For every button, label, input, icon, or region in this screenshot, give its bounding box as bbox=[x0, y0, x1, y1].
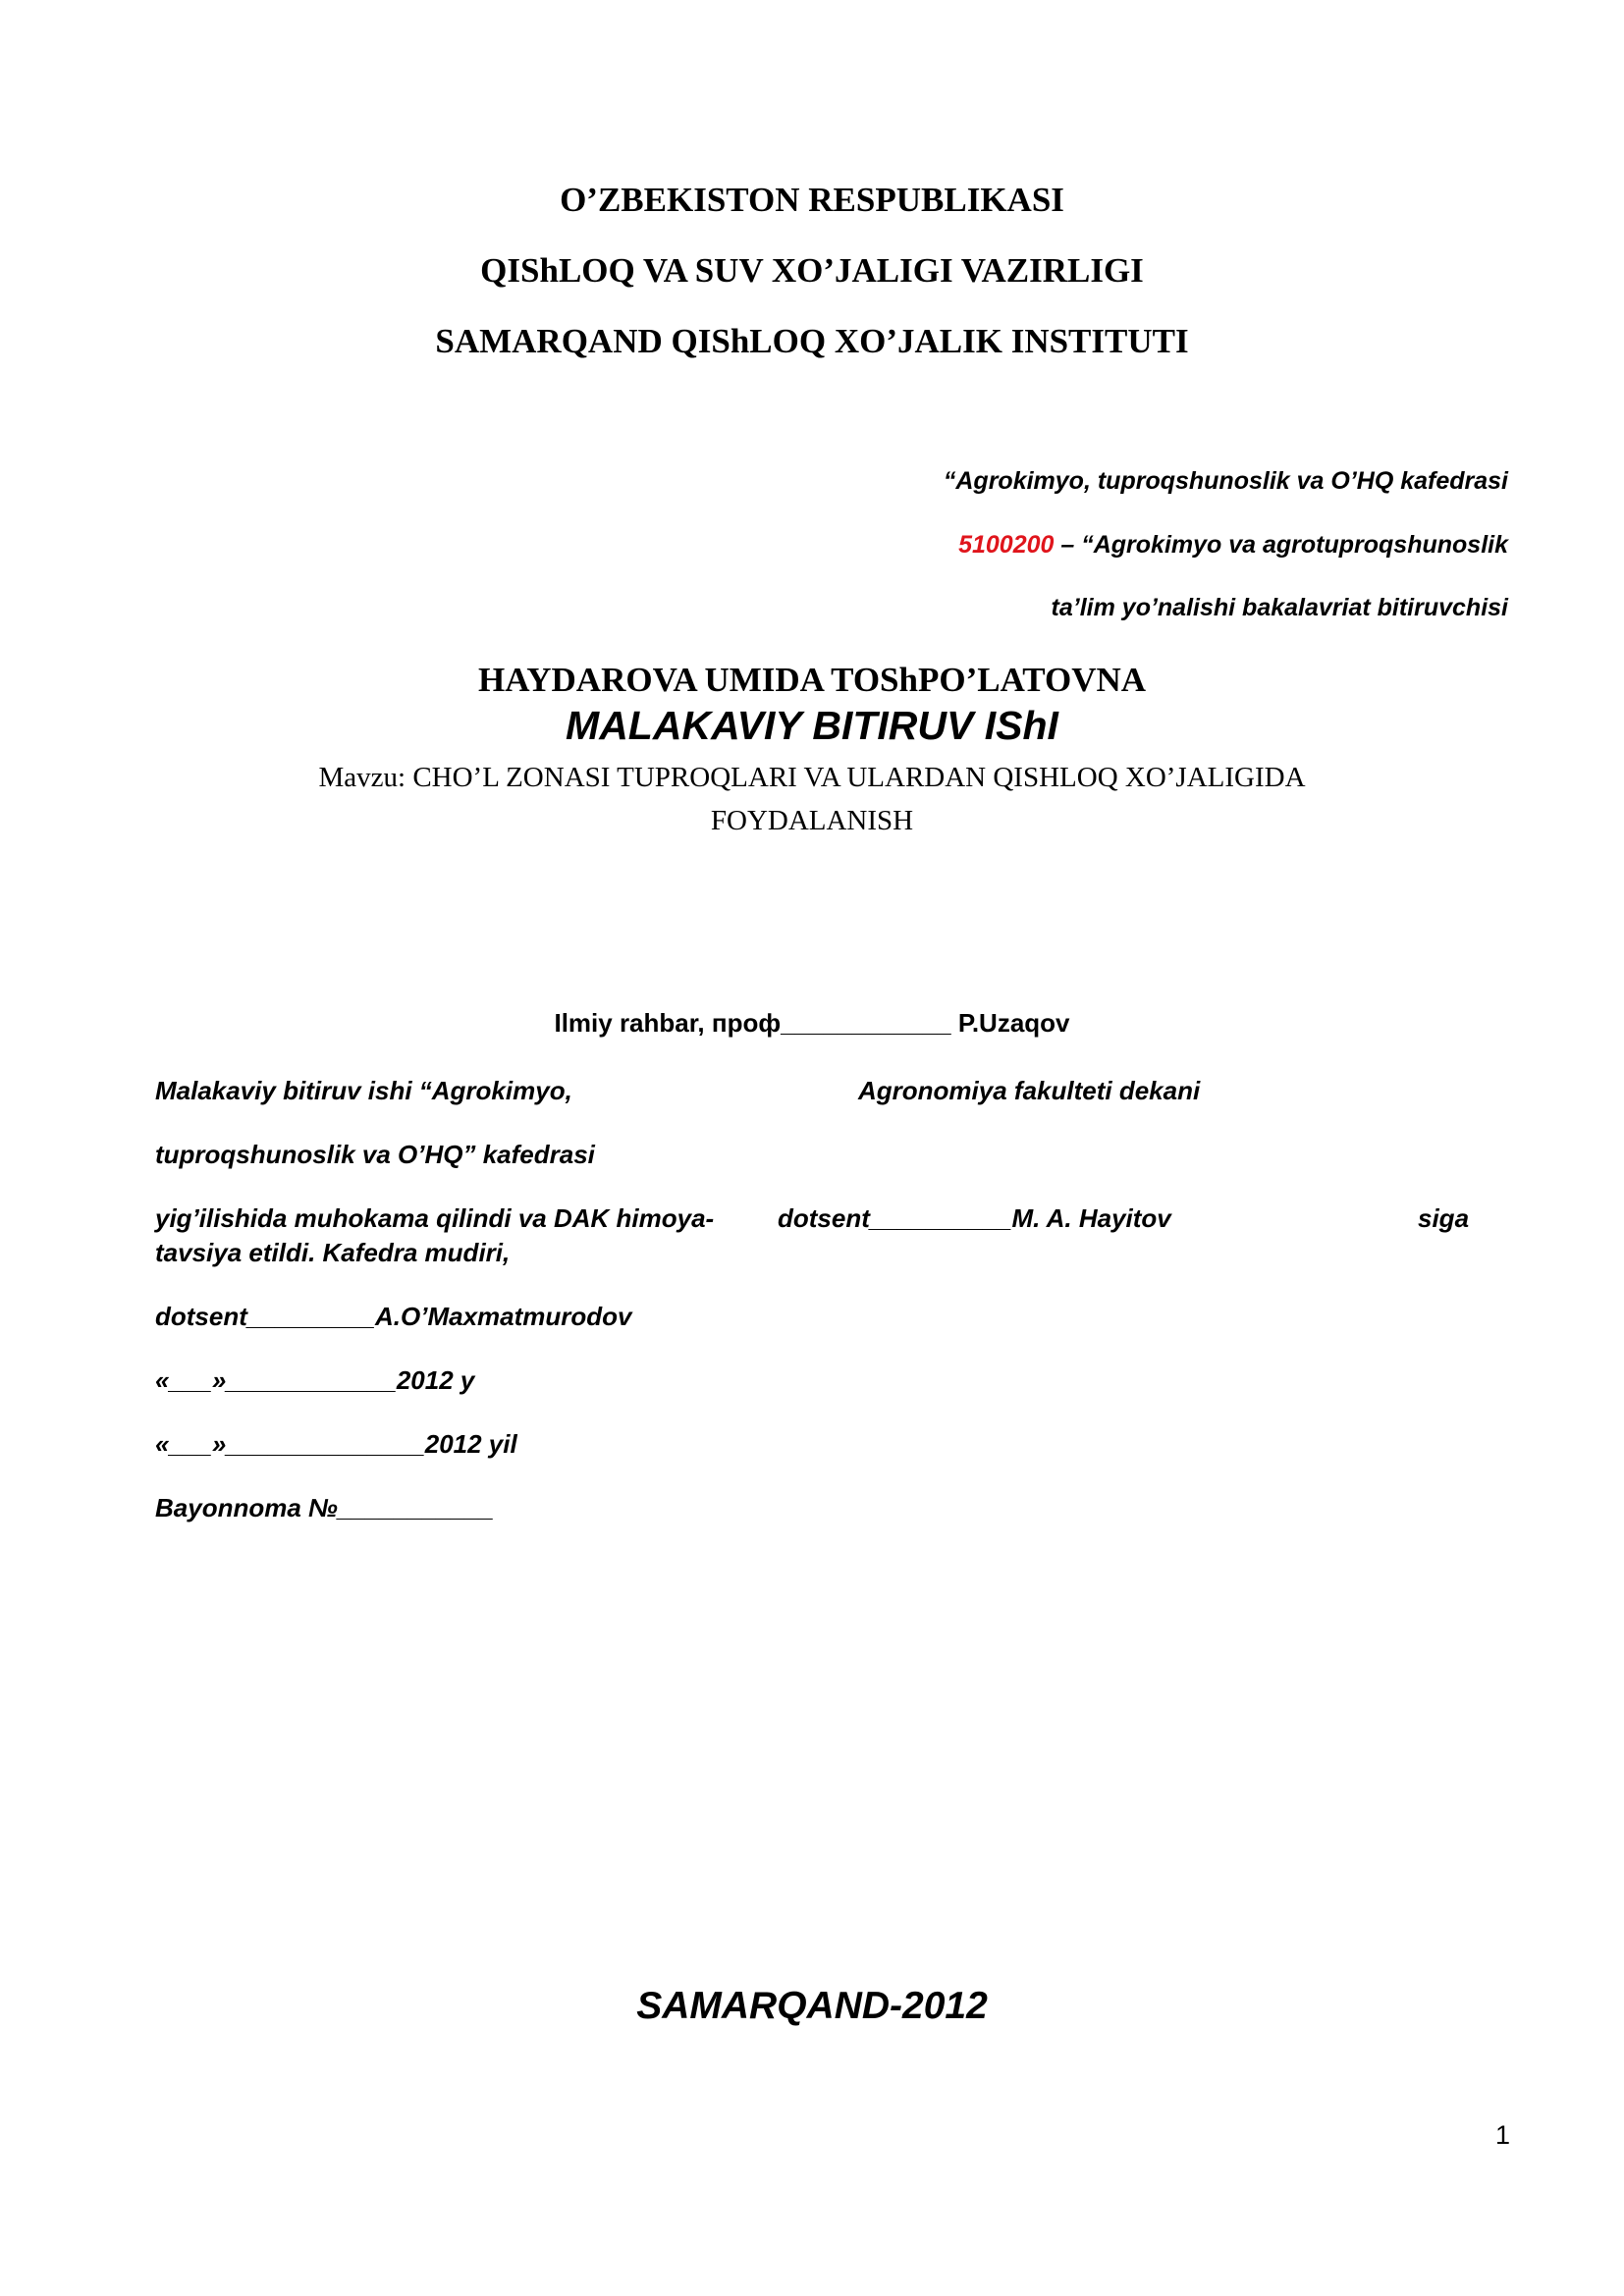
specialty-name: – “Agrokimyo va agrotuproqshunoslik bbox=[1054, 531, 1508, 559]
work-title: MALAKAVIY BITIRUV IShI bbox=[566, 703, 1058, 748]
department-line-1: “Agrokimyo, tuproqshunoslik va O’HQ kafedrasi bbox=[943, 467, 1508, 495]
form-left-line-3: yig’ilishida muhokama qilindi va DAK himoya- bbox=[155, 1203, 715, 1233]
supervisor-line: Ilmiy rahbar, проф____________ P.Uzaqov bbox=[554, 1008, 1070, 1038]
department-line-3: ta’lim yo’nalishi bakalavriat bitiruvchisi bbox=[1051, 594, 1508, 621]
dean-title: Agronomiya fakulteti dekani bbox=[858, 1076, 1201, 1105]
footer-city-year: SAMARQAND-2012 bbox=[636, 1985, 988, 2027]
specialty-code: 5100200 bbox=[958, 531, 1055, 559]
form-left-line-1: Malakaviy bitiruv ishi “Agrokimyo, bbox=[155, 1076, 572, 1105]
head-signature: dotsent_________A.O’Maxmatmurodov bbox=[155, 1302, 632, 1331]
form-left-line-4: tavsiya etildi. Kafedra mudiri, bbox=[155, 1238, 511, 1267]
dean-signature: dotsent__________M. A. Hayitov bbox=[778, 1203, 1171, 1233]
date-line-2: «___»______________2012 yil bbox=[155, 1429, 517, 1459]
header-country: O’ZBEKISTON RESPUBLIKASI bbox=[560, 181, 1064, 219]
date-line-1: «___»____________2012 y bbox=[155, 1365, 475, 1395]
form-left-line-2: tuproqshunoslik va O’HQ” kafedrasi bbox=[155, 1140, 595, 1169]
topic-line-2: FOYDALANISH bbox=[710, 805, 914, 836]
page-number: 1 bbox=[1494, 2120, 1510, 2150]
topic-line-1: Mavzu: CHO’L ZONASI TUPROQLARI VA ULARDAN QISHLOQ XO’JALIGIDA bbox=[318, 762, 1306, 793]
header-ministry: QIShLOQ VA SUV XO’JALIGI VAZIRLIGI bbox=[480, 251, 1144, 290]
department-line-2 bbox=[958, 531, 1508, 560]
author-name: HAYDAROVA UMIDA TOShPO’LATOVNA bbox=[477, 661, 1147, 699]
protocol-number: Bayonnoma №___________ bbox=[155, 1493, 494, 1522]
header-institute: SAMARQAND QIShLOQ XO’JALIK INSTITUTI bbox=[435, 322, 1189, 360]
form-right-siga: siga bbox=[1418, 1203, 1470, 1233]
